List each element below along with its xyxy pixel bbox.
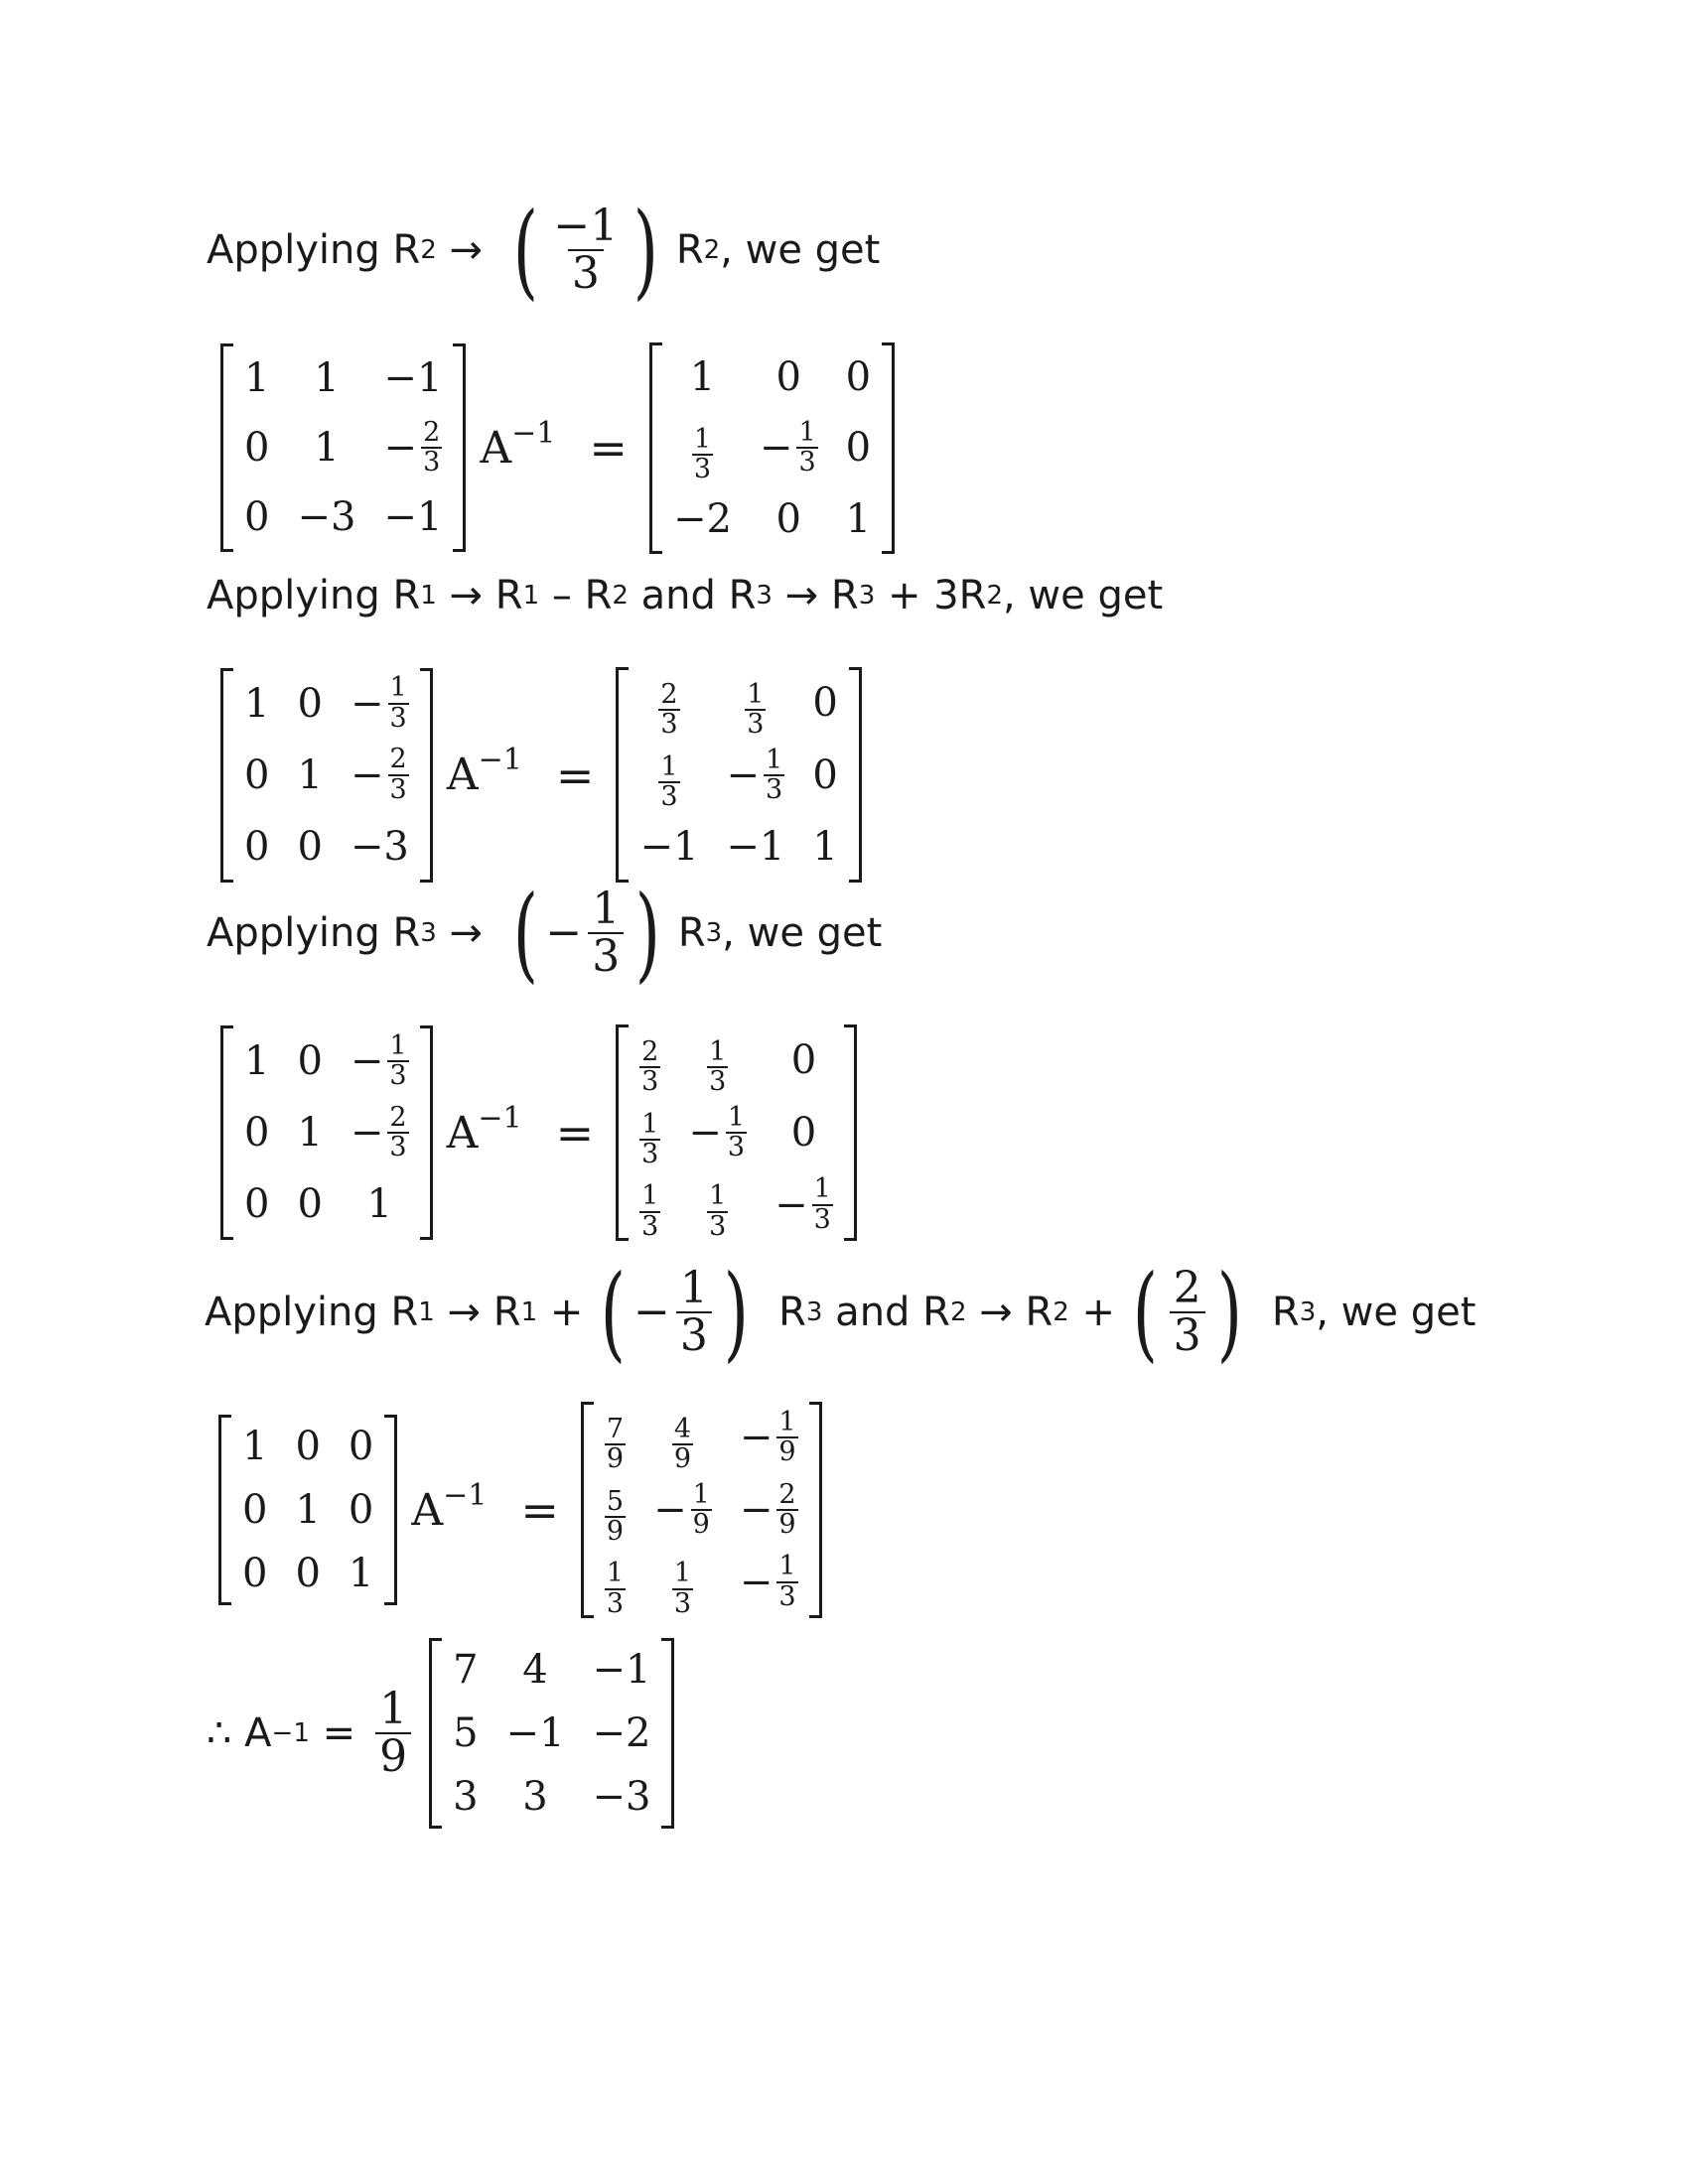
matrix-row bbox=[659, 484, 885, 554]
minus-sign: − bbox=[633, 1287, 670, 1337]
numerator: 1 bbox=[679, 1262, 708, 1313]
fraction-coefficient: ( − $\frac{1}{3}$ ) bbox=[601, 1252, 749, 1373]
text: , we get bbox=[722, 910, 883, 956]
denominator: 3 bbox=[423, 447, 441, 478]
matrix-cell bbox=[626, 667, 712, 740]
fraction bbox=[639, 1038, 660, 1097]
fraction bbox=[351, 746, 409, 804]
denominator: 3 bbox=[778, 1580, 796, 1612]
matrix-row bbox=[230, 668, 423, 740]
numerator: 1 bbox=[660, 751, 678, 782]
denominator: 3 bbox=[588, 932, 624, 980]
matrix-cell: 3 bbox=[453, 1774, 479, 1820]
numerator: 1 bbox=[709, 1036, 727, 1067]
fraction bbox=[745, 681, 766, 740]
denominator: 3 bbox=[747, 709, 765, 741]
numerator: 2 bbox=[389, 744, 407, 775]
denominator: 3 bbox=[673, 1587, 692, 1619]
matrix-cell bbox=[726, 1546, 812, 1618]
minus-sign: − bbox=[350, 1038, 384, 1085]
matrix-cell: 0 bbox=[775, 354, 801, 400]
text: , we get bbox=[720, 227, 881, 273]
scalar-fraction bbox=[371, 1683, 415, 1782]
denominator: 3 bbox=[606, 1587, 625, 1619]
matrix-row bbox=[230, 1168, 423, 1240]
matrix-row bbox=[659, 342, 885, 412]
matrix-cell: 0 bbox=[242, 1487, 268, 1534]
numerator: 1 bbox=[727, 1101, 746, 1133]
denominator: 3 bbox=[709, 1066, 727, 1098]
numerator: 1 bbox=[709, 1180, 727, 1212]
matrix-cell bbox=[639, 1474, 726, 1547]
matrix-cell bbox=[591, 1402, 639, 1474]
text: R bbox=[766, 1290, 806, 1335]
matrix-cell: 1 bbox=[314, 425, 340, 472]
numerator: 2 bbox=[641, 1036, 659, 1067]
numerator: 7 bbox=[606, 1414, 625, 1444]
lhs-matrix bbox=[218, 1415, 397, 1605]
matrix-cell: −2 bbox=[592, 1710, 651, 1756]
matrix-cell bbox=[761, 1168, 847, 1241]
numerator: 1 bbox=[592, 883, 621, 934]
matrix-cell bbox=[337, 1025, 423, 1097]
fraction bbox=[605, 1485, 626, 1548]
matrix-cell: −1 bbox=[383, 355, 443, 402]
matrix-cell bbox=[626, 1097, 674, 1169]
fraction bbox=[605, 1560, 626, 1618]
rhs-matrix bbox=[616, 667, 861, 883]
minus-sign: − bbox=[739, 1415, 774, 1461]
matrix-row bbox=[591, 1474, 812, 1547]
matrix-row bbox=[230, 811, 423, 883]
text: ∴ A bbox=[207, 1710, 272, 1756]
matrix-cell: 0 bbox=[297, 1181, 323, 1228]
lhs-matrix bbox=[220, 668, 433, 883]
text: and R bbox=[822, 1290, 950, 1335]
fraction-coefficient: ( $\frac{-1}{3}$ ) bbox=[512, 190, 659, 311]
matrix-cell bbox=[726, 1402, 812, 1474]
text: , we get bbox=[1002, 573, 1164, 618]
rhs-matrix bbox=[616, 1024, 857, 1241]
text: and R bbox=[628, 573, 757, 618]
therefore-a-inverse: ∴ A −1 = bbox=[207, 1710, 356, 1756]
fraction bbox=[653, 1478, 712, 1541]
matrix-cell: 1 bbox=[295, 1487, 321, 1534]
denominator: 3 bbox=[798, 447, 816, 478]
matrix-cell: 0 bbox=[297, 680, 323, 727]
text: + bbox=[1068, 1290, 1116, 1335]
matrix-cell: 1 bbox=[348, 1551, 374, 1597]
text: Applying R bbox=[207, 910, 421, 956]
numerator: 1 bbox=[766, 744, 783, 775]
matrix-cell: 0 bbox=[812, 680, 838, 727]
matrix-cell bbox=[369, 413, 456, 482]
matrix-row bbox=[230, 1025, 423, 1097]
minus-sign: − bbox=[350, 1110, 384, 1157]
numerator: 1 bbox=[813, 1173, 831, 1205]
text: , we get bbox=[1316, 1290, 1477, 1335]
denominator: 3 bbox=[660, 781, 678, 813]
text: Applying R bbox=[207, 227, 421, 273]
matrix-cell bbox=[712, 740, 798, 812]
numerator: 1 bbox=[389, 1029, 407, 1061]
matrix-cell bbox=[591, 1474, 639, 1547]
matrix-row bbox=[230, 413, 456, 482]
matrix-cell: 0 bbox=[242, 1551, 268, 1597]
matrix-cell: 1 bbox=[244, 355, 270, 402]
fraction bbox=[672, 1416, 693, 1474]
text: + bbox=[537, 1290, 584, 1335]
step2-equation bbox=[220, 667, 862, 883]
denominator: 3 bbox=[389, 1060, 407, 1092]
matrix-cell: 1 bbox=[297, 1110, 323, 1157]
text: → R bbox=[772, 573, 859, 618]
matrix-cell: −3 bbox=[592, 1774, 651, 1820]
matrix-row bbox=[228, 1478, 387, 1542]
numerator: 1 bbox=[641, 1108, 659, 1140]
matrix-cell: −1 bbox=[639, 824, 699, 871]
numerator: 2 bbox=[1173, 1262, 1201, 1313]
lhs-matrix bbox=[220, 343, 466, 552]
fraction bbox=[605, 1416, 626, 1474]
fraction-coefficient: ( $\frac{2}{3}$ ) bbox=[1132, 1252, 1242, 1373]
matrix-cell: 1 bbox=[812, 824, 838, 871]
rhs-matrix bbox=[649, 342, 895, 554]
denominator: 9 bbox=[606, 1443, 625, 1475]
matrix-cell: 1 bbox=[242, 1424, 268, 1470]
text: R bbox=[677, 910, 706, 956]
fraction bbox=[658, 753, 679, 812]
fraction bbox=[688, 1101, 747, 1163]
numerator: 1 bbox=[692, 1478, 710, 1510]
matrix-cell: 0 bbox=[297, 1038, 323, 1085]
final-result bbox=[207, 1638, 674, 1829]
matrix-cell bbox=[626, 1168, 674, 1241]
text: R bbox=[1259, 1290, 1300, 1335]
matrix-cell: 0 bbox=[244, 1110, 270, 1157]
matrix-row bbox=[626, 740, 851, 812]
denominator: 3 bbox=[641, 1066, 659, 1098]
matrix-cell bbox=[712, 667, 798, 740]
fraction bbox=[350, 1101, 409, 1163]
minus-sign: − bbox=[351, 751, 384, 798]
matrix-cell bbox=[674, 1168, 761, 1241]
minus-sign: − bbox=[739, 1487, 774, 1534]
matrix-cell bbox=[626, 1024, 674, 1097]
numerator: 2 bbox=[423, 417, 441, 448]
matrix-cell: 0 bbox=[845, 354, 872, 400]
equals-sign: = bbox=[309, 1710, 356, 1756]
denominator: 3 bbox=[389, 773, 407, 805]
lhs-matrix bbox=[220, 1025, 433, 1240]
denominator: 3 bbox=[1170, 1311, 1205, 1359]
denominator: 3 bbox=[660, 709, 678, 741]
matrix-row bbox=[439, 1702, 664, 1765]
numerator: 1 bbox=[379, 1683, 408, 1734]
numerator: 1 bbox=[673, 1558, 692, 1589]
matrix-cell: 7 bbox=[453, 1647, 479, 1693]
denominator: 3 bbox=[389, 702, 407, 734]
matrix-row bbox=[626, 667, 851, 740]
numerator: 1 bbox=[606, 1558, 625, 1589]
matrix-row bbox=[626, 1168, 847, 1241]
matrix-cell: 0 bbox=[775, 495, 801, 542]
matrix-cell: 0 bbox=[845, 425, 872, 472]
matrix-cell: 1 bbox=[366, 1181, 392, 1228]
matrix-row bbox=[439, 1638, 664, 1702]
numerator: 2 bbox=[660, 679, 678, 710]
text: → R bbox=[436, 573, 523, 618]
matrix-cell bbox=[337, 1097, 423, 1168]
minus-sign: − bbox=[759, 425, 793, 472]
fraction bbox=[740, 1553, 798, 1611]
equals-sign: = bbox=[520, 1483, 559, 1538]
matrix-row bbox=[230, 740, 423, 811]
matrix-cell bbox=[591, 1546, 639, 1618]
a-inverse: $A^{-1}$ bbox=[446, 1100, 522, 1159]
fraction bbox=[740, 1409, 798, 1467]
minus-sign: − bbox=[545, 907, 583, 958]
arrow: → bbox=[436, 910, 495, 956]
matrix-cell bbox=[674, 1024, 761, 1097]
denominator: 9 bbox=[606, 1516, 625, 1548]
equals-sign: = bbox=[555, 748, 595, 802]
minus-sign: − bbox=[688, 1110, 722, 1157]
text: – R bbox=[539, 573, 613, 618]
a-inverse: $A^{-1}$ bbox=[480, 415, 556, 474]
matrix-cell: 0 bbox=[812, 752, 838, 799]
matrix-cell bbox=[626, 740, 712, 812]
denominator: 3 bbox=[766, 774, 783, 806]
equals-sign: = bbox=[589, 421, 628, 476]
matrix-cell: 5 bbox=[453, 1710, 479, 1756]
rhs-matrix bbox=[581, 1402, 822, 1618]
numerator: 1 bbox=[778, 1551, 796, 1582]
matrix-cell: 1 bbox=[244, 1038, 270, 1085]
denominator: 3 bbox=[727, 1132, 746, 1163]
numerator: 1 bbox=[747, 679, 765, 710]
numerator: 1 bbox=[641, 1180, 659, 1212]
matrix-cell: 0 bbox=[295, 1424, 321, 1470]
matrix-cell bbox=[746, 412, 832, 484]
matrix-row bbox=[626, 1097, 847, 1169]
matrix-row bbox=[591, 1546, 812, 1618]
text: Applying R bbox=[205, 1290, 419, 1335]
matrix-cell: 1 bbox=[689, 354, 716, 400]
fraction bbox=[774, 1175, 833, 1234]
numerator: 1 bbox=[798, 417, 816, 448]
matrix-cell: −3 bbox=[350, 823, 409, 870]
numerator: 1 bbox=[389, 672, 407, 704]
matrix-row bbox=[228, 1542, 387, 1605]
matrix-cell: 0 bbox=[790, 1037, 817, 1084]
matrix-cell: 0 bbox=[348, 1424, 374, 1470]
step1-text: Applying R 2 → ( $\frac{-1}{3}$ ) R 2 , we get bbox=[207, 190, 881, 311]
matrix-row bbox=[230, 1097, 423, 1168]
minus-sign: − bbox=[739, 1559, 774, 1605]
numerator: 1 bbox=[778, 1407, 796, 1437]
matrix-row bbox=[591, 1402, 812, 1474]
minus-sign: − bbox=[726, 752, 761, 799]
matrix-cell: 0 bbox=[244, 1181, 270, 1228]
denominator: 9 bbox=[778, 1436, 796, 1468]
fraction bbox=[739, 1478, 798, 1541]
numerator: −1 bbox=[553, 200, 619, 251]
matrix-row bbox=[439, 1765, 664, 1829]
denominator: 3 bbox=[693, 454, 712, 485]
matrix-cell bbox=[726, 1474, 812, 1547]
step3-equation bbox=[220, 1024, 857, 1241]
numerator: 5 bbox=[606, 1485, 625, 1517]
matrix-cell: −1 bbox=[726, 824, 785, 871]
matrix-cell: −1 bbox=[383, 494, 443, 541]
fraction bbox=[726, 744, 785, 806]
matrix-cell: −1 bbox=[505, 1710, 565, 1756]
numerator: 4 bbox=[673, 1414, 692, 1444]
fraction bbox=[639, 1108, 660, 1170]
fraction bbox=[760, 419, 818, 478]
step3-text: Applying R 3 → ( − $\frac{1}{3}$ ) R 3 , we get bbox=[207, 873, 883, 994]
text: R bbox=[675, 227, 704, 273]
text: → R bbox=[966, 1290, 1054, 1335]
matrix-row bbox=[230, 482, 456, 552]
matrix-cell: 0 bbox=[244, 425, 270, 472]
numerator: 2 bbox=[778, 1478, 796, 1510]
fraction bbox=[672, 1560, 693, 1618]
denominator: 3 bbox=[641, 1139, 659, 1170]
arrow: → bbox=[436, 227, 495, 273]
matrix-cell: 0 bbox=[244, 751, 270, 798]
matrix-cell: 0 bbox=[297, 823, 323, 870]
fraction bbox=[658, 681, 679, 740]
denominator: 3 bbox=[709, 1210, 727, 1242]
matrix-cell: 1 bbox=[244, 680, 270, 727]
step4-text: Applying R 1 → R 1 + ( − $\frac{1}{3}$ ) R 3 and R 2 → R 2 + ( $\frac{2}{3}$ ) R 3 , we get bbox=[205, 1252, 1477, 1373]
matrix-cell bbox=[337, 668, 423, 740]
denominator: 9 bbox=[778, 1509, 796, 1541]
matrix-cell: 1 bbox=[297, 751, 323, 798]
fraction bbox=[707, 1038, 728, 1097]
numerator: 2 bbox=[389, 1101, 407, 1133]
matrix-cell: 0 bbox=[348, 1487, 374, 1534]
text: → R bbox=[434, 1290, 521, 1335]
matrix-row bbox=[626, 1024, 847, 1097]
denominator: 9 bbox=[692, 1509, 710, 1541]
matrix-cell bbox=[639, 1402, 726, 1474]
matrix-cell bbox=[337, 740, 423, 811]
denominator: 3 bbox=[813, 1203, 831, 1235]
minus-sign: − bbox=[653, 1487, 687, 1534]
matrix-cell: 0 bbox=[244, 823, 270, 870]
text: Applying R bbox=[207, 573, 421, 618]
step4-equation bbox=[218, 1402, 822, 1618]
matrix-cell: −2 bbox=[672, 495, 732, 542]
matrix-row bbox=[230, 343, 456, 413]
denominator: 9 bbox=[673, 1443, 692, 1475]
matrix-cell: 1 bbox=[314, 355, 340, 402]
denominator: 3 bbox=[389, 1132, 407, 1163]
matrix-cell bbox=[674, 1097, 761, 1169]
matrix-cell: 0 bbox=[295, 1551, 321, 1597]
equals-sign: = bbox=[555, 1106, 595, 1160]
fraction bbox=[707, 1182, 728, 1241]
minus-sign: − bbox=[351, 680, 384, 727]
fraction bbox=[350, 1029, 409, 1092]
denominator: 3 bbox=[676, 1311, 712, 1359]
denominator: 3 bbox=[568, 249, 604, 297]
minus-sign: − bbox=[774, 1181, 808, 1228]
fraction bbox=[639, 1182, 660, 1241]
step2-text: Applying R 1 → R 1 – R 2 and R 3 → R 3 + 3R 2 , we get bbox=[207, 573, 1164, 618]
fraction bbox=[384, 419, 443, 478]
matrix-cell: −3 bbox=[297, 494, 356, 541]
text: + 3R bbox=[875, 573, 987, 618]
fraction bbox=[692, 426, 713, 484]
result-matrix bbox=[429, 1638, 674, 1829]
minus-sign: − bbox=[383, 425, 418, 472]
numerator: 1 bbox=[693, 424, 712, 455]
a-inverse: $A^{-1}$ bbox=[411, 1477, 488, 1536]
denominator: 9 bbox=[375, 1732, 411, 1780]
matrix-row bbox=[659, 412, 885, 484]
matrix-cell bbox=[639, 1546, 726, 1618]
matrix-cell: 1 bbox=[845, 495, 872, 542]
matrix-cell: 3 bbox=[522, 1774, 548, 1820]
matrix-cell: −1 bbox=[592, 1647, 651, 1693]
matrix-cell: 0 bbox=[244, 494, 270, 541]
fraction bbox=[351, 674, 409, 733]
matrix-row bbox=[228, 1415, 387, 1478]
matrix-cell: 0 bbox=[790, 1110, 817, 1157]
fraction-coefficient: ( − $\frac{1}{3}$ ) bbox=[512, 873, 661, 994]
denominator: 3 bbox=[641, 1210, 659, 1242]
matrix-cell: 4 bbox=[522, 1647, 548, 1693]
a-inverse: $A^{-1}$ bbox=[446, 743, 522, 801]
step1-equation bbox=[220, 342, 895, 554]
matrix-cell bbox=[659, 412, 746, 484]
